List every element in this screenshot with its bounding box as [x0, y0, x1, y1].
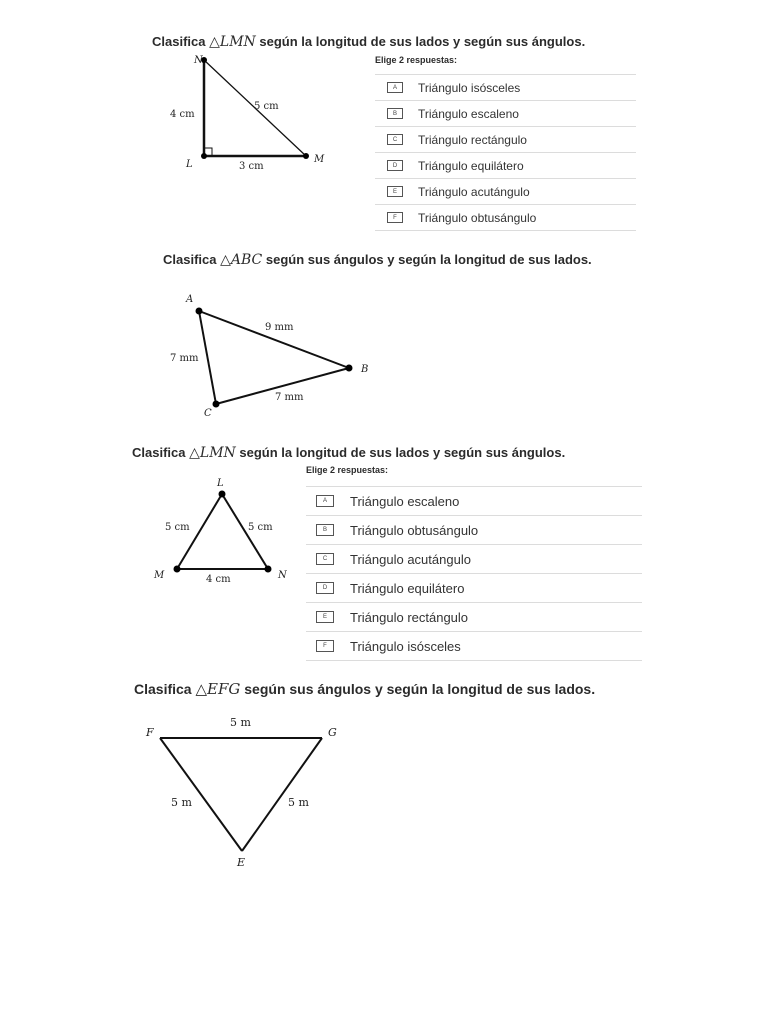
- choice-letter-badge: D: [387, 160, 403, 171]
- choice-option-b[interactable]: [375, 101, 636, 127]
- side-label: 5 cm: [254, 101, 279, 112]
- choice-option-c[interactable]: [375, 127, 636, 153]
- vertex-label: N: [278, 570, 287, 581]
- vertex-label: L: [217, 478, 224, 489]
- side-label: 7 mm: [275, 392, 304, 403]
- side-label: 5 cm: [165, 522, 190, 533]
- triangle-symbol: △: [189, 445, 200, 461]
- choice-label: Triángulo equilátero: [418, 158, 524, 173]
- choice-option-d[interactable]: [375, 153, 636, 179]
- triangle-figure-4: [140, 710, 360, 875]
- triangle-symbol: △: [220, 252, 231, 268]
- title-suffix: según sus ángulos y según la longitud de sus lados.: [265, 252, 592, 267]
- choice-letter-badge: C: [387, 134, 403, 145]
- vertex-point: [265, 566, 272, 573]
- vertex-label: N: [194, 55, 203, 66]
- choice-list: [306, 486, 642, 661]
- vertex-point: [196, 308, 203, 315]
- choice-letter-badge: B: [387, 108, 403, 119]
- choice-letter-badge: B: [316, 524, 334, 536]
- choice-label: Triángulo equilátero: [350, 580, 465, 596]
- side-label: 7 mm: [170, 353, 199, 364]
- triangle-name: [220, 252, 262, 268]
- choice-letter-badge: E: [387, 186, 403, 197]
- side-label: 3 cm: [239, 161, 264, 172]
- triangle-figure-1: [160, 50, 360, 180]
- vertex-label: C: [204, 408, 212, 419]
- vertex-label: B: [361, 364, 369, 375]
- choice-letter-badge: F: [387, 212, 403, 223]
- choice-label: Triángulo obtusángulo: [350, 522, 479, 538]
- side-label: 5 cm: [248, 522, 273, 533]
- vertex-label: M: [154, 570, 165, 581]
- title-suffix: según la longitud de sus lados y según sus ángulos.: [259, 34, 586, 49]
- vertex-point: [174, 566, 181, 573]
- title-prefix: Clasifica: [134, 681, 192, 697]
- choice-list: [375, 74, 636, 231]
- side-label: 4 cm: [170, 109, 195, 120]
- choice-label: Triángulo rectángulo: [350, 609, 469, 625]
- choice-letter-badge: A: [387, 82, 403, 93]
- triangle-figure-2: [160, 285, 390, 425]
- vertex-point: [213, 401, 220, 408]
- side-ef: [160, 738, 242, 851]
- triangle-letters: EFG: [207, 680, 241, 698]
- vertex-label: G: [328, 726, 337, 739]
- side-ab: [199, 311, 349, 368]
- side-label: 4 cm: [206, 574, 231, 585]
- choice-prompt: Elige 2 respuestas:: [375, 55, 458, 65]
- choice-option-a[interactable]: [306, 487, 642, 516]
- choice-label: Triángulo acutángulo: [350, 551, 471, 567]
- choice-option-c[interactable]: [306, 545, 642, 574]
- triangle-symbol: △: [195, 680, 208, 698]
- side-ca: [199, 311, 216, 404]
- choice-prompt: Elige 2 respuestas:: [306, 465, 389, 475]
- triangle-letters: ABC: [230, 252, 263, 268]
- choice-label: Triángulo isósceles: [350, 638, 461, 654]
- choice-option-a[interactable]: [375, 75, 636, 101]
- vertex-label: L: [186, 159, 193, 170]
- triangle-figure-3: [145, 470, 305, 595]
- vertex-label: M: [314, 154, 325, 165]
- triangle-symbol: △: [209, 34, 220, 50]
- choice-option-f[interactable]: [306, 632, 642, 661]
- triangle-letters: LMN: [219, 34, 256, 50]
- side-label: 5 m: [288, 796, 309, 809]
- vertex-point: [219, 491, 226, 498]
- choice-label: Triángulo obtusángulo: [418, 210, 537, 225]
- vertex-point: [303, 153, 309, 159]
- question-2-title: [163, 252, 592, 268]
- question-4-title: [134, 680, 595, 698]
- choice-label: Triángulo escaleno: [350, 493, 460, 509]
- triangle-letters: LMN: [199, 445, 236, 461]
- vertex-label: A: [186, 294, 194, 305]
- title-prefix: Clasifica: [132, 445, 186, 460]
- choice-label: Triángulo rectángulo: [418, 132, 527, 147]
- choice-option-b[interactable]: [306, 516, 642, 545]
- vertex-label: E: [237, 856, 246, 869]
- question-1-title: [152, 34, 585, 50]
- side-ge: [242, 738, 322, 851]
- choice-option-e[interactable]: [375, 179, 636, 205]
- choice-letter-badge: A: [316, 495, 334, 507]
- choice-letter-badge: F: [316, 640, 334, 652]
- title-prefix: Clasifica: [163, 252, 217, 267]
- choice-letter-badge: D: [316, 582, 334, 594]
- choice-option-f[interactable]: [375, 205, 636, 231]
- question-3-title: [132, 445, 565, 461]
- choice-option-d[interactable]: [306, 574, 642, 603]
- choice-label: Triángulo isósceles: [418, 80, 521, 95]
- choice-label: Triángulo escaleno: [418, 106, 519, 121]
- choice-label: Triángulo acutángulo: [418, 184, 530, 199]
- vertex-point: [201, 153, 207, 159]
- triangle-name: [195, 680, 240, 698]
- title-suffix: según sus ángulos y según la longitud de sus lados.: [244, 681, 596, 697]
- choice-letter-badge: C: [316, 553, 334, 565]
- vertex-point: [346, 365, 353, 372]
- title-prefix: Clasifica: [152, 34, 206, 49]
- vertex-label: F: [146, 726, 154, 739]
- triangle-name: [189, 445, 236, 461]
- title-suffix: según la longitud de sus lados y según sus ángulos.: [239, 445, 566, 460]
- triangle-name: [209, 34, 256, 50]
- choice-letter-badge: E: [316, 611, 334, 623]
- side-label: 5 m: [230, 716, 251, 729]
- side-label: 5 m: [171, 796, 192, 809]
- choice-option-e[interactable]: [306, 603, 642, 632]
- side-label: 9 mm: [265, 322, 294, 333]
